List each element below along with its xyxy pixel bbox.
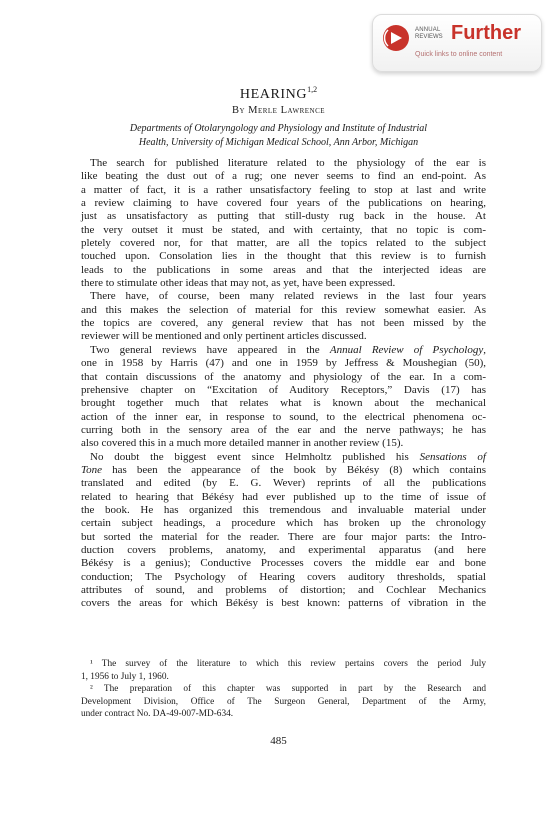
body-text-line: curring both in the sensory area of the ear and the nerve pathways; he has xyxy=(81,423,486,436)
footnote-line: under contract No. DA-49-007-MD-634. xyxy=(81,709,234,719)
body-text-line: translated and edited (by E. G. Wever) reprints of all the publications xyxy=(81,477,486,490)
author-byline: By Merle Lawrence xyxy=(231,105,326,116)
body-text-line: also covered this in a much more detailed manner in another review (15). xyxy=(81,437,404,450)
body-text-line: pletely covered nor, for that matter, are all the topics related to the subject xyxy=(81,237,486,250)
body-text-line: certain subject headings, a procedure which has broken up the chronology xyxy=(81,517,486,530)
body-text-line: one in 1958 by Harris (47) and one in 1959 by Jeffress & Moushegian (50), xyxy=(81,357,486,370)
footnote-line: ¹ The survey of the literature to which this review pertains covers the period July xyxy=(90,659,486,669)
body-text-line: but sorted the material for the reader. There are four major parts: the Intro- xyxy=(81,530,486,543)
author-affiliation xyxy=(0,122,557,150)
article-title xyxy=(0,82,557,103)
body-text-line: like beating the dust out of a rug; one never seems to find an end-point. As xyxy=(81,170,486,183)
body-text-line: covers the areas for which Békésy is best known: patterns of vibration in the xyxy=(81,597,486,610)
badge-reviews-label: REVIEWS xyxy=(415,34,443,40)
body-text-line: reviewer will be mentioned and only pertinent articles discussed. xyxy=(81,330,367,343)
badge-annual-label: ANNUAL xyxy=(415,27,441,33)
badge-tagline[interactable]: Quick links to online content xyxy=(415,51,503,58)
body-text-line: the very outset it must be stated, and with certainty, that no topic is com- xyxy=(81,223,486,236)
body-text-line: prehensive chapter on “Excitation of Auditory Receptors,” Davis (17) has xyxy=(81,383,486,396)
body-text-line: the topics are covered, any general review that has not been missed by the xyxy=(81,317,486,330)
body-text-line: There have, of course, been many related reviews in the last four years xyxy=(90,290,486,303)
footnotes xyxy=(81,658,486,721)
body-text-line: The search for published literature related to the physiology of the ear is xyxy=(90,157,486,169)
body-text-line: Tone has been the appearance of the book by Békésy (8) which contains xyxy=(81,463,486,476)
body-text-line: and this makes the selection of material for this review somewhat easier. As xyxy=(81,303,486,316)
affiliation-line: Departments of Otolaryngology and Physiology and Institute of Industrial xyxy=(129,123,428,134)
body-text-line: conduction; The Psychology of Hearing covers auditory thresholds, spatial xyxy=(81,570,486,583)
title-footnote-marks: 1,2 xyxy=(307,85,318,94)
title-text: HEARING xyxy=(239,87,308,102)
body-text-line: Two general reviews have appeared in the Annual Review of Psychology, xyxy=(90,343,486,356)
affiliation-line: Health, University of Michigan Medical School, Ann Arbor, Michigan xyxy=(138,137,419,148)
body-text-line: touched upon. Consolation lies in the thought that this review is to furnish xyxy=(81,250,486,263)
footnote-line: Development Division, Office of The Surgeon General, Department of the Army, xyxy=(81,696,486,707)
body-text-line: Békésy is a genius); Conductive Processes covers the middle ear and bone xyxy=(81,557,486,570)
annual-reviews-logo-icon xyxy=(383,25,409,51)
further-links-badge[interactable] xyxy=(372,14,542,72)
body-text-line: the book. He has organized this tremendous and invaluable material under xyxy=(81,503,486,516)
body-text-line: related to hearing that Békésy had ever published up to the time of issue of xyxy=(81,490,486,503)
body-text-line: a review claiming to have covered four years of the publications on hearing, xyxy=(81,197,486,210)
body-text-line: just as unsatisfactory as putting that still-dusty rug back in the house. At xyxy=(81,210,486,223)
body-text-line: that contain discussions of the anatomy and physiology of the ear. In a com- xyxy=(81,370,486,383)
body-text-line: there to stimulate other ideas that may not, as yet, have been expressed. xyxy=(81,277,396,290)
body-text-line: duction covers problems, anatomy, and experimental apparatus (and here xyxy=(81,543,486,556)
footnote-line: 1, 1956 to July 1, 1960. xyxy=(81,671,169,682)
footnote-line: ² The preparation of this chapter was supported in part by the Research and xyxy=(90,684,486,694)
badge-further-label[interactable]: Further xyxy=(451,22,521,44)
body-text-line: action of the inner ear, in response to sound, to the electrical phenomena oc- xyxy=(81,410,486,423)
body-text-line: attributes of sound, and problems of distortion; and Cochlear Mechanics xyxy=(81,584,486,596)
page-number: 485 xyxy=(270,735,287,747)
article-body xyxy=(81,157,486,611)
body-text-line: leads to the publications in some areas and that the interjected ideas are xyxy=(81,263,486,276)
body-text-line: brought together much that relates what is known about the mechanical xyxy=(81,397,486,410)
body-text-line: a matter of fact, it is a rather unsatisfactory feeling to stop at last and write xyxy=(81,183,486,196)
body-text-line: No doubt the biggest event since Helmholtz published his Sensations of xyxy=(90,450,486,463)
